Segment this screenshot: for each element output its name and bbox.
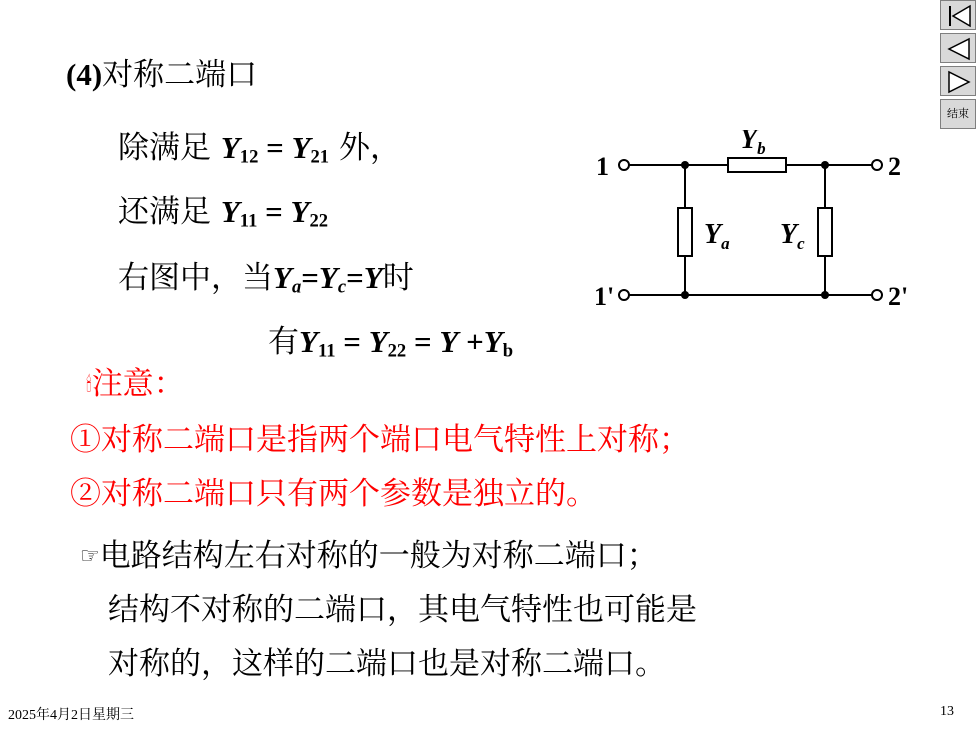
terminal-1 [619, 160, 629, 170]
y-symbol: Y [273, 260, 292, 295]
node-top-right [821, 161, 829, 169]
condition-3-label: 右图中，当 [118, 260, 273, 296]
tip-line-2: 结构不对称的二端口，其电气特性也可能是 [108, 592, 697, 628]
condition-line-3 [118, 258, 414, 308]
subscript: 22 [387, 340, 407, 362]
condition-2-label: 还满足 [118, 194, 211, 230]
y-symbol: Y [439, 324, 459, 359]
yb-subscript: b [757, 139, 766, 158]
first-slide-icon [941, 1, 977, 31]
y-symbol: Y [368, 324, 388, 359]
title-text: 对称二端口 [102, 57, 258, 93]
tip-line-3: 对称的，这样的二端口也是对称二端口。 [108, 646, 666, 682]
candle-icon: 🕯 [86, 372, 92, 396]
yc-subscript: c [797, 234, 805, 253]
yc-symbol: Y [780, 219, 798, 250]
equals-sign: = [346, 260, 364, 295]
ya-label [704, 219, 730, 253]
condition-1-suffix: 外， [329, 130, 401, 166]
end-show-button[interactable]: 结束 [940, 99, 976, 129]
y-symbol: Y [363, 260, 383, 295]
subscript: a [291, 276, 302, 298]
equals-sign: = [335, 324, 369, 359]
subscript: b [502, 340, 514, 362]
resistor-yb [728, 158, 786, 172]
y-symbol: Y [291, 130, 311, 165]
title-number: (4) [66, 57, 103, 92]
ya-symbol: Y [704, 219, 722, 250]
port-1p-label: 1' [594, 282, 615, 311]
note-title: 注意： [91, 366, 185, 402]
subscript: 22 [309, 210, 329, 232]
note-item-1: ①对称二端口是指两个端口电气特性上对称； [70, 422, 690, 458]
terminal-2 [872, 160, 882, 170]
node-bottom-right [821, 291, 829, 299]
condition-4-label: 有 [268, 324, 299, 360]
tip-text-1: 电路结构左右对称的一般为对称二端口； [99, 538, 658, 574]
tip-line-1 [80, 536, 658, 577]
yc-label [780, 219, 805, 253]
node-bottom-left [681, 291, 689, 299]
terminal-2p [872, 290, 882, 300]
subscript: 12 [239, 146, 259, 168]
equals-sign: = [258, 130, 292, 165]
condition-line-2 [118, 192, 328, 242]
subscript: c [337, 276, 347, 298]
subscript: 21 [310, 146, 330, 168]
pointing-hand-icon: ☞ [80, 544, 100, 569]
equals-sign: = [301, 260, 319, 295]
note-heading [86, 364, 185, 404]
first-slide-button[interactable] [940, 0, 976, 30]
condition-line-1 [118, 128, 401, 178]
condition-3-suffix: 时 [382, 260, 414, 296]
y-symbol: Y [220, 194, 240, 229]
equals-sign: = [406, 324, 440, 359]
y-symbol: Y [220, 130, 240, 165]
plus-sign: + [458, 324, 484, 359]
slide-title [66, 55, 257, 95]
previous-slide-button[interactable] [940, 33, 976, 63]
subscript: 11 [317, 340, 336, 362]
port-2p-label: 2' [888, 282, 909, 311]
footer-date: 2025年4月2日星期三 [8, 708, 134, 723]
next-arrow-icon [941, 67, 977, 97]
yb-symbol: Y [740, 130, 758, 155]
yb-label [740, 130, 766, 158]
ya-subscript: a [721, 234, 730, 253]
resistor-ya [678, 208, 692, 256]
page-number: 13 [940, 704, 954, 719]
port-1-label: 1 [596, 152, 609, 181]
note-item-2: ②对称二端口只有两个参数是独立的。 [70, 476, 597, 512]
condition-line-4 [268, 322, 513, 372]
next-slide-button[interactable] [940, 66, 976, 96]
equals-sign: = [257, 194, 291, 229]
y-symbol: Y [318, 260, 338, 295]
y-symbol: Y [483, 324, 503, 359]
resistor-yc [818, 208, 832, 256]
port-2-label: 2 [888, 152, 901, 181]
y-symbol: Y [299, 324, 318, 359]
y-symbol: Y [290, 194, 310, 229]
pi-network-circuit [590, 130, 920, 320]
terminal-1p [619, 290, 629, 300]
condition-1-label: 除满足 [118, 130, 211, 166]
slide-navigation [940, 0, 976, 130]
previous-arrow-icon [941, 34, 977, 64]
node-top-left [681, 161, 689, 169]
subscript: 11 [239, 210, 258, 232]
